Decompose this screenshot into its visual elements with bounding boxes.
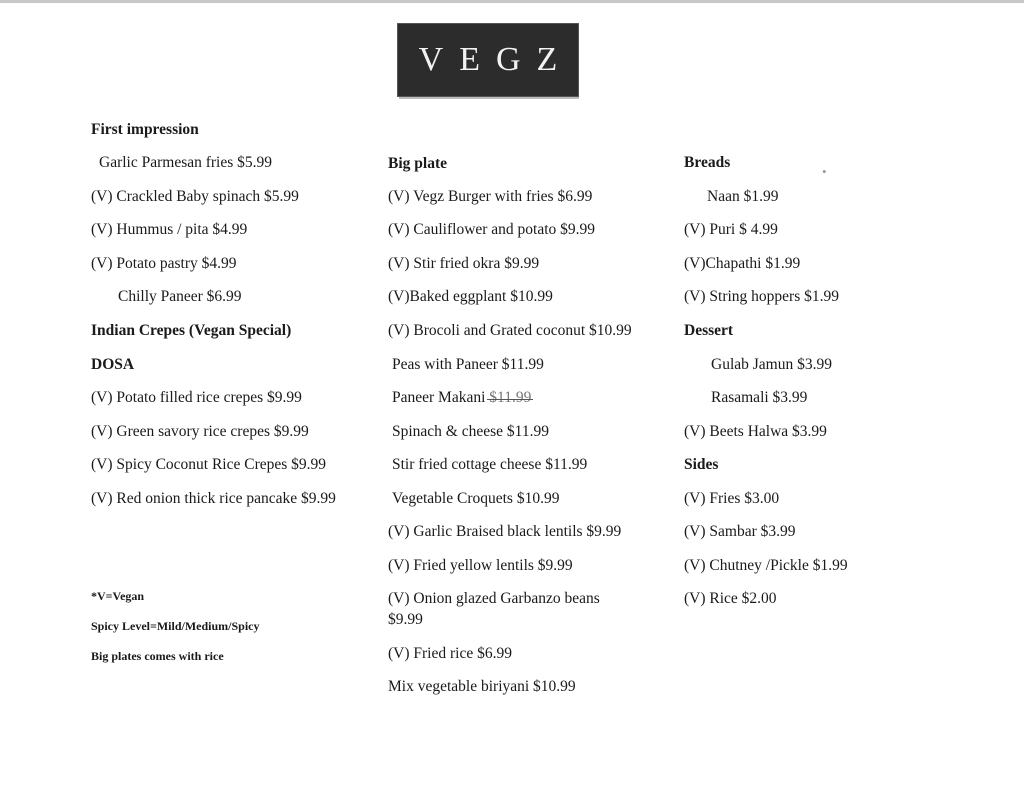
paneer-makani-name: Paneer Makani — [392, 389, 486, 406]
menu-item-paneer-makani — [392, 388, 531, 408]
menu-item: (V) Red onion thick rice pancake $9.99 — [91, 490, 336, 507]
paneer-makani-price: $11.99 — [489, 389, 532, 406]
indian-crepes-heading: Indian Crepes (Vegan Special) — [91, 322, 292, 339]
menu-item: Garlic Parmesan fries $5.99 — [99, 154, 273, 171]
note-spicy-level: Spicy Level=Mild/Medium/Spicy — [91, 619, 260, 633]
menu-item: (V) Rice $2.00 — [684, 590, 777, 607]
note-big-plates: Big plates comes with rice — [91, 649, 224, 663]
menu-item: (V) Cauliflower and potato $9.99 — [388, 221, 596, 238]
menu-item: (V) Fried yellow lentils $9.99 — [388, 557, 573, 574]
menu-item: (V)Chapathi $1.99 — [684, 255, 801, 272]
note-vegan: *V=Vegan — [91, 589, 145, 603]
menu-item: Gulab Jamun $3.99 — [711, 356, 832, 373]
logo-text: VEGZ — [418, 41, 574, 78]
menu-item-garbanzo-line2: $9.99 — [388, 611, 423, 628]
dessert-heading: Dessert — [684, 322, 734, 339]
menu-item: Stir fried cottage cheese $11.99 — [392, 456, 588, 473]
menu-item: (V) Garlic Braised black lentils $9.99 — [388, 523, 622, 540]
scan-edge — [0, 0, 1024, 3]
dosa-heading: DOSA — [91, 356, 135, 373]
menu-item: (V) Beets Halwa $3.99 — [684, 423, 827, 440]
menu-item: Peas with Paneer $11.99 — [392, 356, 544, 373]
menu-item: (V) Spicy Coconut Rice Crepes $9.99 — [91, 456, 327, 473]
menu-item: (V) Potato pastry $4.99 — [91, 255, 237, 272]
menu-item: (V) Puri $ 4.99 — [684, 221, 778, 238]
first-impression-heading: First impression — [91, 121, 199, 138]
menu-item-garbanzo-line1: (V) Onion glazed Garbanzo beans — [388, 590, 600, 607]
vegz-logo — [398, 24, 578, 96]
menu-item: Vegetable Croquets $10.99 — [392, 490, 560, 507]
menu-item: Naan $1.99 — [707, 188, 779, 205]
menu-item: (V) Stir fried okra $9.99 — [388, 255, 540, 272]
menu-item: (V) String hoppers $1.99 — [684, 288, 839, 305]
menu-item: Mix vegetable biriyani $10.99 — [388, 678, 576, 695]
big-plate-heading: Big plate — [388, 155, 447, 172]
menu-item: (V) Vegz Burger with fries $6.99 — [388, 188, 593, 205]
menu-item: Spinach & cheese $11.99 — [392, 423, 549, 440]
menu-item: (V) Crackled Baby spinach $5.99 — [91, 188, 299, 205]
menu-item: Chilly Paneer $6.99 — [118, 288, 242, 305]
menu-item: (V) Brocoli and Grated coconut $10.99 — [388, 322, 632, 339]
menu-item: Rasamali $3.99 — [711, 389, 808, 406]
menu-item: (V) Hummus / pita $4.99 — [91, 221, 248, 238]
scan-speck: • — [822, 164, 827, 179]
menu-item: (V) Sambar $3.99 — [684, 523, 796, 540]
menu-item: (V) Green savory rice crepes $9.99 — [91, 423, 309, 440]
menu-item: (V)Baked eggplant $10.99 — [388, 288, 553, 305]
menu-item: (V) Chutney /Pickle $1.99 — [684, 557, 848, 574]
sides-heading: Sides — [684, 456, 719, 473]
menu-item: (V) Potato filled rice crepes $9.99 — [91, 389, 302, 406]
menu-item: (V) Fries $3.00 — [684, 490, 780, 507]
menu-item: (V) Fried rice $6.99 — [388, 645, 512, 662]
breads-heading: Breads — [684, 154, 731, 171]
